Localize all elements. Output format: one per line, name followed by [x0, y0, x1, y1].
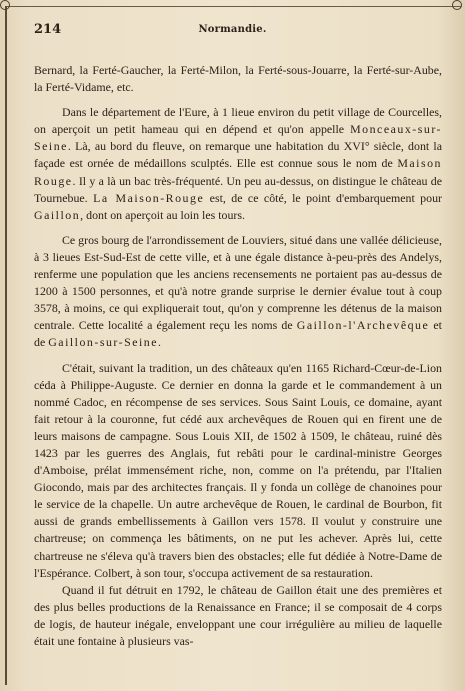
text-run: et de — [34, 318, 442, 350]
paragraph — [34, 582, 442, 650]
paragraph — [34, 232, 442, 352]
text-run: C'était, suivant la tradition, un des châteaux qu'en 1165 Richard-Cœur-de-Lion céda à Philippe-Auguste. Ce dernier en donna la garde et le commandement à un nommé Cadoc, en récompense de ses services. Sous Saint Louis, ce domaine, ayant fait retour à la couronne, fut cédé aux archevêques de Rouen qui en firent une de leurs maisons de campagne. Sous Louis XII, de 1502 à 1509, le château, ruiné dès 1423 par les guerres des Anglais, fut rebâti pour le cardinal-ministre Georges d'Amboise, prélat immensément riche, non, comme on l'a prétendu, par l'Italien Giocondo, mais par des architectes français. Il y fonda un collège de chanoines pour le service de la chapelle. Un autre archevêque de Rouen, le cardinal de Bourbon, fit aussi de grands embellissements à Gaillon vers 1578. Il voulut y construire une chartreuse; on commença les bâtiments, on ne put les achever. Après lui, cette chartreuse ne s'éleva qu'à travers bien des obstacles; elle fut dédiée à Notre-Dame de l'Espérance. Colbert, à son tour, s'occupa activement de sa restauration. — [34, 360, 442, 580]
spaced-name: Gaillon — [34, 207, 81, 222]
spaced-name: Gaillon-sur-Seine — [48, 335, 158, 350]
text-run: Bernard, la Ferté-Gaucher, la Ferté-Milon, la Ferté-sous-Jouarre, la Ferté-sur-Aube, la Ferté-Vidame, etc. — [34, 63, 442, 95]
running-head: Normandie. — [198, 24, 267, 35]
text-run: Quand il fut détruit en 1792, le château de Gaillon était une des premières et des plus belles productions de la Renaissance en France; il se composait de 4 corps de logis, de hauteur inégale, enveloppant une cour irrégulière au milieu de laquelle était une fontaine à plusieurs vas- — [34, 582, 442, 648]
spaced-name: La Maison-Rouge — [93, 190, 205, 205]
text-run: Ce gros bourg de l'arrondissement de Louviers, situé dans une vallée délicieuse, à 3 lieues Est-Sud-Est de cette ville, et à une égale distance à-peu-près des Andelys, renferme une population que les anciens recensements ne portaient pas au-dessus de 1200 à 1500 personnes, et qu'à notre grande surprise le dernier évalue tout à coup 3578, à moins, ce qui expliquerait tout, qu'on y comprenne les détenus de la maison centrale. Cette localité a également reçu les noms de — [34, 232, 443, 333]
text-run: Dans le département de l'Eure, à 1 lieue environ du petit village de Courcelles, on aperçoit un petit hameau qui en dépend et qu'on appelle — [34, 105, 442, 137]
paragraph — [34, 360, 442, 582]
text-run: , dont on aperçoit au loin les tours. — [80, 207, 245, 222]
corner-ornament — [452, 0, 462, 10]
body-text — [34, 62, 442, 650]
page-top-rule — [5, 6, 461, 7]
text-run: est, de ce côté, le point d'embarquement pour — [204, 190, 442, 205]
page-number: 214 — [34, 22, 62, 37]
spaced-name: Maison Rouge — [34, 156, 442, 188]
text-run: . Il y a là un bac très-fréquenté. Un peu au-dessus, on distingue le château de Tournebue. — [34, 173, 442, 205]
text-run: . Là, au bord du fleuve, on remarque une habitation du XVI° siècle, dont la façade est ornée de médaillons sculptés. Elle est connue sous le nom de — [34, 139, 442, 171]
spaced-name: Gaillon-l'Archevêque — [296, 318, 430, 333]
text-run: . — [158, 335, 161, 350]
corner-ornament — [0, 0, 10, 10]
page-left-rule — [5, 6, 7, 685]
paragraph — [34, 104, 442, 224]
spaced-name: Monceaux-sur-Seine — [34, 122, 442, 154]
paragraph — [34, 62, 442, 96]
